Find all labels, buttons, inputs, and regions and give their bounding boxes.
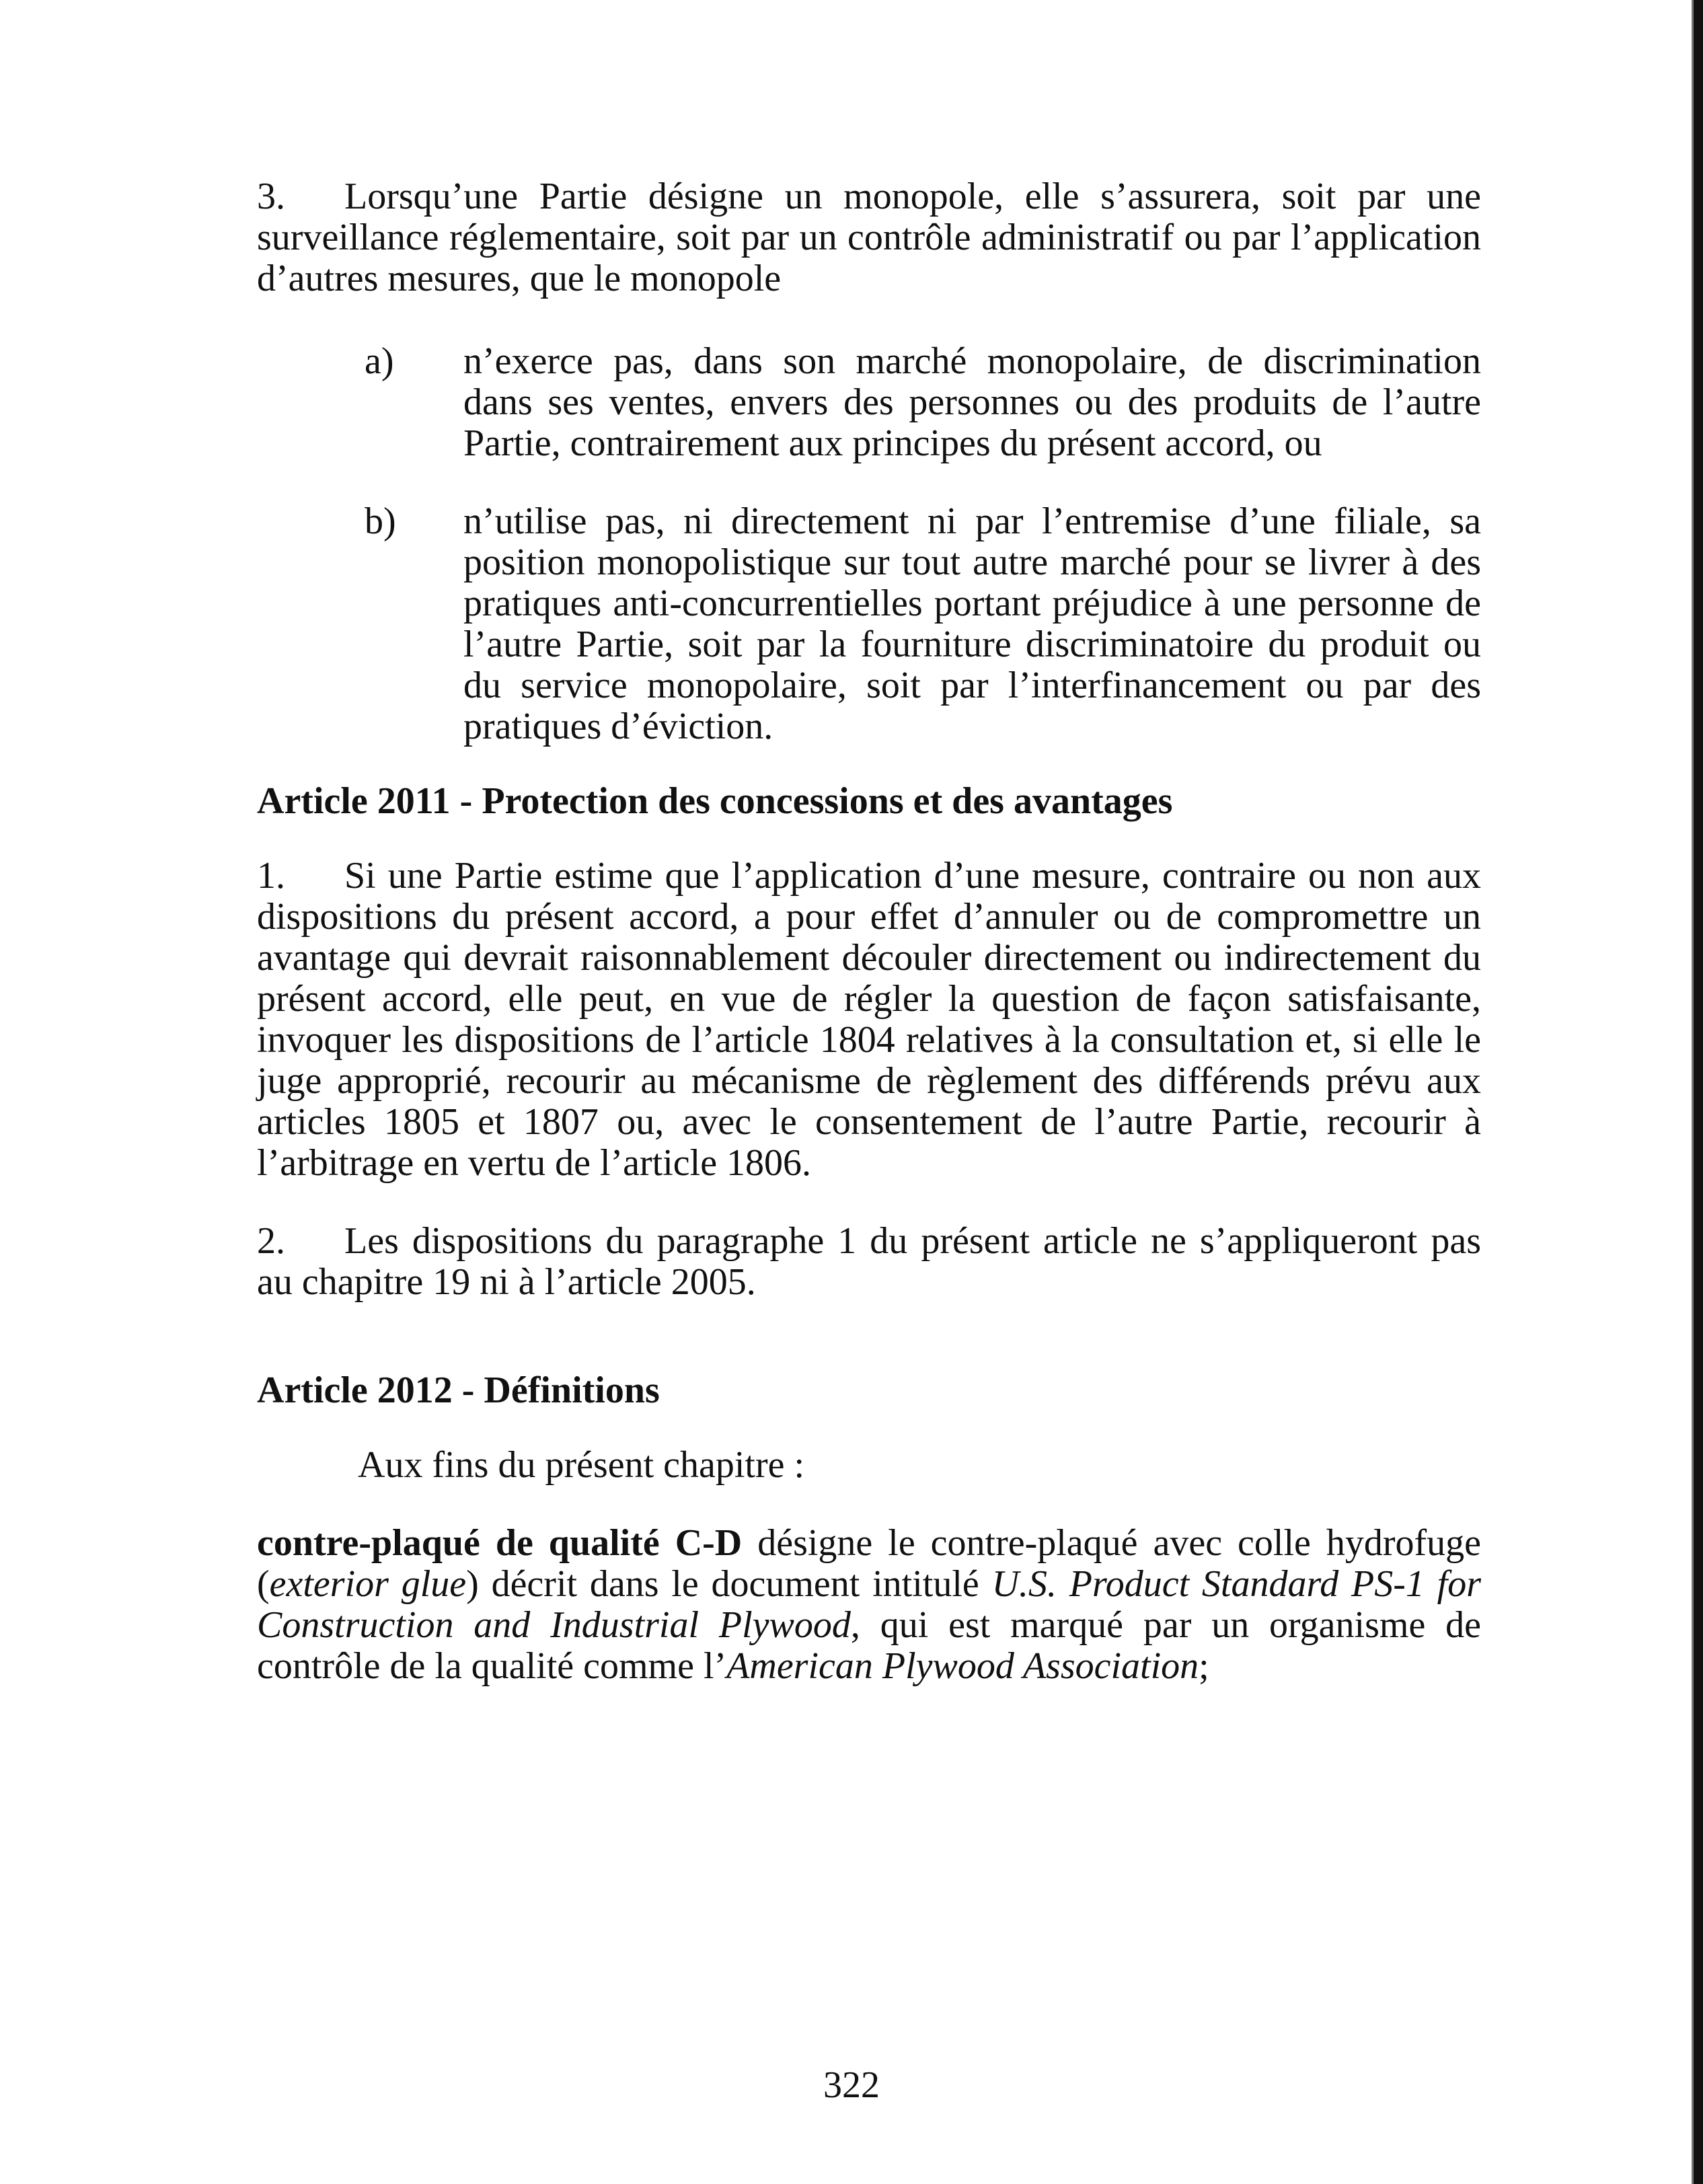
paragraph-number: 3. [257, 176, 285, 217]
list-item-text: n’exerce pas, dans son marché monopolaire, de discrimination dans ses ventes, envers des personnes ou des produits de l’autre Partie, contrairement aux principes du présent accord, ou [463, 340, 1481, 464]
definition-text-2: ) décrit dans le document intitulé [466, 1563, 992, 1605]
section-3-paragraph [257, 176, 1481, 299]
paragraph-text: Si une Partie estime que l’application d’une mesure, contraire ou non aux dispositions du présent accord, a pour effet d’annuler ou de compromettre un avantage qui devrait raisonnablement découler directement ou indirectement du présent accord, elle peut, en vue de régler la question de façon satisfaisante, invoquer les dispositions de l’article 1804 relatives à la consultation et, si elle le juge approprié, recourir au mécanisme de règlement des différends prévu aux articles 1805 et 1807 ou, avec le consentement de l’autre Partie, recourir à l’arbitrage en vertu de l’article 1806. [257, 855, 1481, 1184]
definition-italic-3: American Plywood Association [726, 1645, 1199, 1687]
definition-term: contre-plaqué de qualité C-D [257, 1522, 743, 1564]
paragraph-text: Lorsqu’une Partie désigne un monopole, elle s’assurera, soit par une surveillance réglementaire, soit par un contrôle administratif ou par l’application d’autres mesures, que le monopole [257, 176, 1481, 299]
definition-paragraph [257, 1523, 1481, 1687]
list-item-label: b) [365, 500, 396, 542]
article-2011-heading: Article 2011 - Protection des concessions et des avantages [257, 780, 1173, 822]
article-2011-paragraph-1 [257, 856, 1481, 1184]
paragraph-number: 1. [257, 855, 285, 897]
scan-edge [1694, 0, 1703, 2184]
list-item-label: a) [365, 340, 394, 382]
definition-text-1: désigne le contre-plaqué avec colle hydrofuge ( [257, 1522, 1481, 1605]
page-number: 322 [823, 2064, 880, 2106]
document-page [257, 176, 1481, 1687]
article-2011-paragraph-2 [257, 1221, 1481, 1303]
list-item-text: n’utilise pas, ni directement ni par l’entremise d’une filiale, sa position monopolistique sur tout autre marché pour se livrer à des pratiques anti-concurrentielles portant préjudice à une personne de l’autre Partie, soit par la fourniture discriminatoire du produit ou du service monopolaire, soit par l’interfinancement ou par des pratiques d’éviction. [463, 500, 1481, 747]
article-2012-intro: Aux fins du présent chapitre : [358, 1444, 805, 1486]
list-item-a [365, 341, 1481, 464]
list-item-b [365, 501, 1481, 747]
paragraph-text: Les dispositions du paragraphe 1 du présent article ne s’appliqueront pas au chapitre 19 ni à l’article 2005. [257, 1220, 1481, 1303]
definition-text-3: , qui est marqué par un organisme de contrôle de la qualité comme l’ [257, 1604, 1481, 1687]
scan-edge-shadow [1692, 0, 1694, 2184]
definition-text-4: ; [1199, 1645, 1209, 1687]
article-2012-heading: Article 2012 - Définitions [257, 1369, 660, 1411]
definition-italic-2: U.S. Product Standard PS-1 for Construction and Industrial Plywood [257, 1563, 1481, 1646]
paragraph-number: 2. [257, 1220, 285, 1262]
definition-italic-1: exterior glue [269, 1563, 467, 1605]
